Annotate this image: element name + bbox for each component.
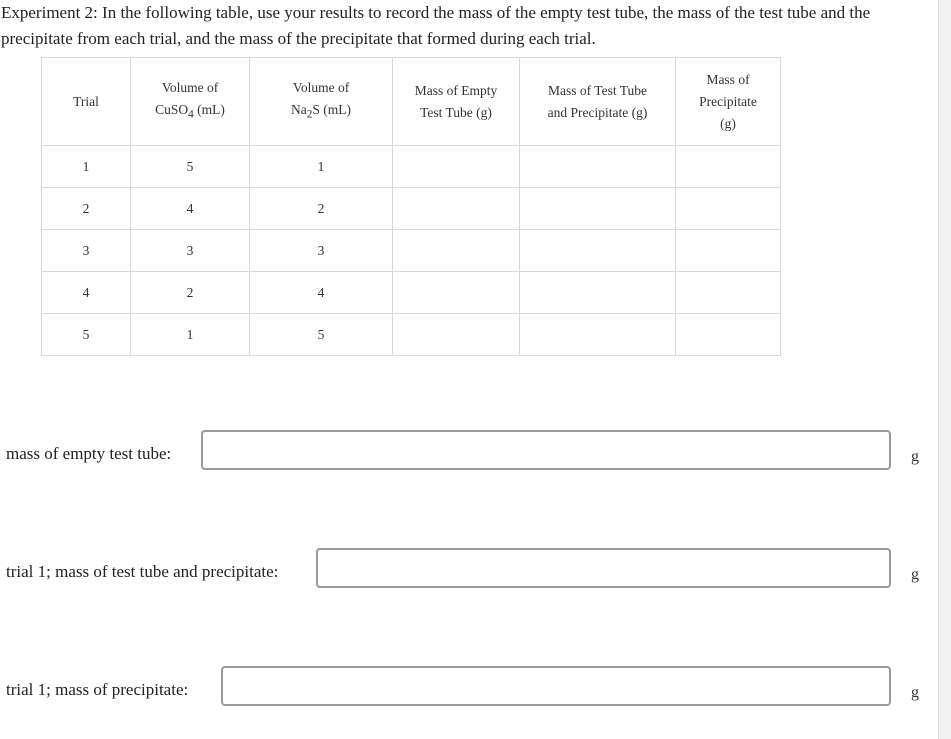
cell-na2s: 1 xyxy=(250,146,393,188)
cell-cuso4: 2 xyxy=(131,272,250,314)
cell-empty xyxy=(676,272,781,314)
cell-cuso4: 3 xyxy=(131,230,250,272)
cell-cuso4: 5 xyxy=(131,146,250,188)
table-row xyxy=(42,188,781,230)
trial1-tube-precipitate-label: trial 1; mass of test tube and precipitate: xyxy=(6,562,279,581)
header-mass-tube-precipitate: Mass of Test Tube and Precipitate (g) xyxy=(520,58,676,146)
cell-empty xyxy=(393,188,520,230)
cell-empty xyxy=(520,230,676,272)
empty-tube-mass-input[interactable] xyxy=(201,430,891,470)
trial1-precipitate-unit: g xyxy=(911,684,919,701)
table-row xyxy=(42,272,781,314)
cell-na2s: 2 xyxy=(250,188,393,230)
cell-trial: 1 xyxy=(42,146,131,188)
header-cuso4-volume: Volume of CuSO$_4$ (mL) xyxy=(131,58,250,146)
trial1-tube-precipitate-input[interactable] xyxy=(316,548,891,588)
results-table xyxy=(41,57,781,356)
table-row xyxy=(42,146,781,188)
cell-cuso4: 4 xyxy=(131,188,250,230)
cell-na2s: 5 xyxy=(250,314,393,356)
cell-empty xyxy=(520,188,676,230)
empty-tube-mass-unit: g xyxy=(911,448,919,465)
cell-trial: 2 xyxy=(42,188,131,230)
trial1-precipitate-input[interactable] xyxy=(221,666,891,706)
trial1-precipitate-label: trial 1; mass of precipitate: xyxy=(6,680,189,699)
cell-empty xyxy=(676,314,781,356)
header-trial: Trial xyxy=(42,58,131,146)
cell-trial: 3 xyxy=(42,230,131,272)
instructions-text: Experiment 2: In the following table, use your results to record the mass of the empty test tube, the mass of the test tube and the precipitate from each trial, and the mass of the precipitate that formed during each trial. xyxy=(1,3,871,48)
table-row xyxy=(42,230,781,272)
cell-empty xyxy=(676,230,781,272)
cell-cuso4: 1 xyxy=(131,314,250,356)
cell-empty xyxy=(393,230,520,272)
cell-trial: 5 xyxy=(42,314,131,356)
cell-empty xyxy=(393,314,520,356)
table-row xyxy=(42,314,781,356)
cell-empty xyxy=(676,188,781,230)
header-mass-empty-tube: Mass of Empty Test Tube (g) xyxy=(393,58,520,146)
cell-empty xyxy=(520,146,676,188)
cell-trial: 4 xyxy=(42,272,131,314)
header-na2s-volume: Volume of $Na_2S$ (mL) xyxy=(250,58,393,146)
cell-empty xyxy=(676,146,781,188)
header-mass-precipitate: Mass of Precipitate (g) xyxy=(676,58,781,146)
cell-empty xyxy=(393,146,520,188)
page-scrollbar[interactable] xyxy=(938,0,951,739)
cell-na2s: 3 xyxy=(250,230,393,272)
table-header-row xyxy=(42,58,781,146)
cell-na2s: 4 xyxy=(250,272,393,314)
trial1-tube-precipitate-unit: g xyxy=(911,566,919,583)
cell-empty xyxy=(520,272,676,314)
empty-tube-mass-label: mass of empty test tube: xyxy=(6,444,172,463)
cell-empty xyxy=(393,272,520,314)
cell-empty xyxy=(520,314,676,356)
